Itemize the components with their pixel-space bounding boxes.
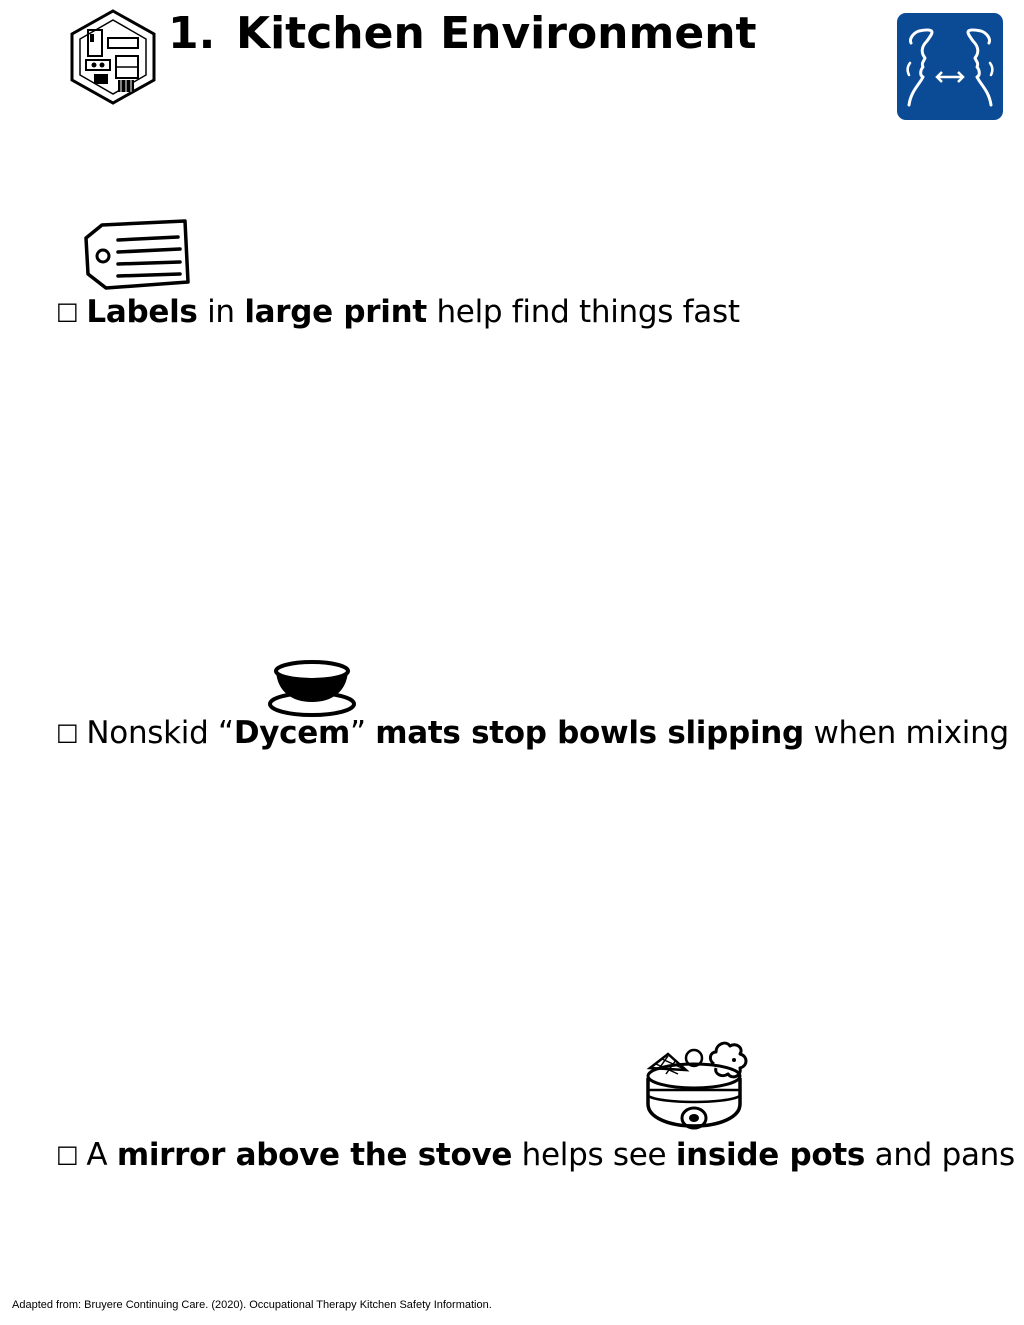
list-item: □ Labels in large print help find things fast <box>56 294 740 330</box>
checkbox[interactable]: □ <box>56 718 79 746</box>
page-title <box>168 8 757 59</box>
cooking-pot-icon <box>642 1034 750 1140</box>
checkbox[interactable]: □ <box>56 1140 79 1168</box>
kitchen-floorplan-icon <box>68 8 158 106</box>
title-text: Kitchen Environment <box>236 8 757 59</box>
footer-citation: Adapted from: Bruyere Continuing Care. (2020). Occupational Therapy Kitchen Safety Information. <box>12 1299 492 1311</box>
list-item: □ Nonskid “Dycem” mats stop bowls slipping when mixing <box>56 715 1009 751</box>
checkbox[interactable]: □ <box>56 297 79 325</box>
title-number: 1. <box>168 8 216 59</box>
two-faces-talking-icon <box>897 13 1003 120</box>
label-tag-icon <box>82 218 194 292</box>
list-item: □ A mirror above the stove helps see inside pots and pans <box>56 1137 1015 1173</box>
bowl-on-plate-icon <box>266 658 358 720</box>
